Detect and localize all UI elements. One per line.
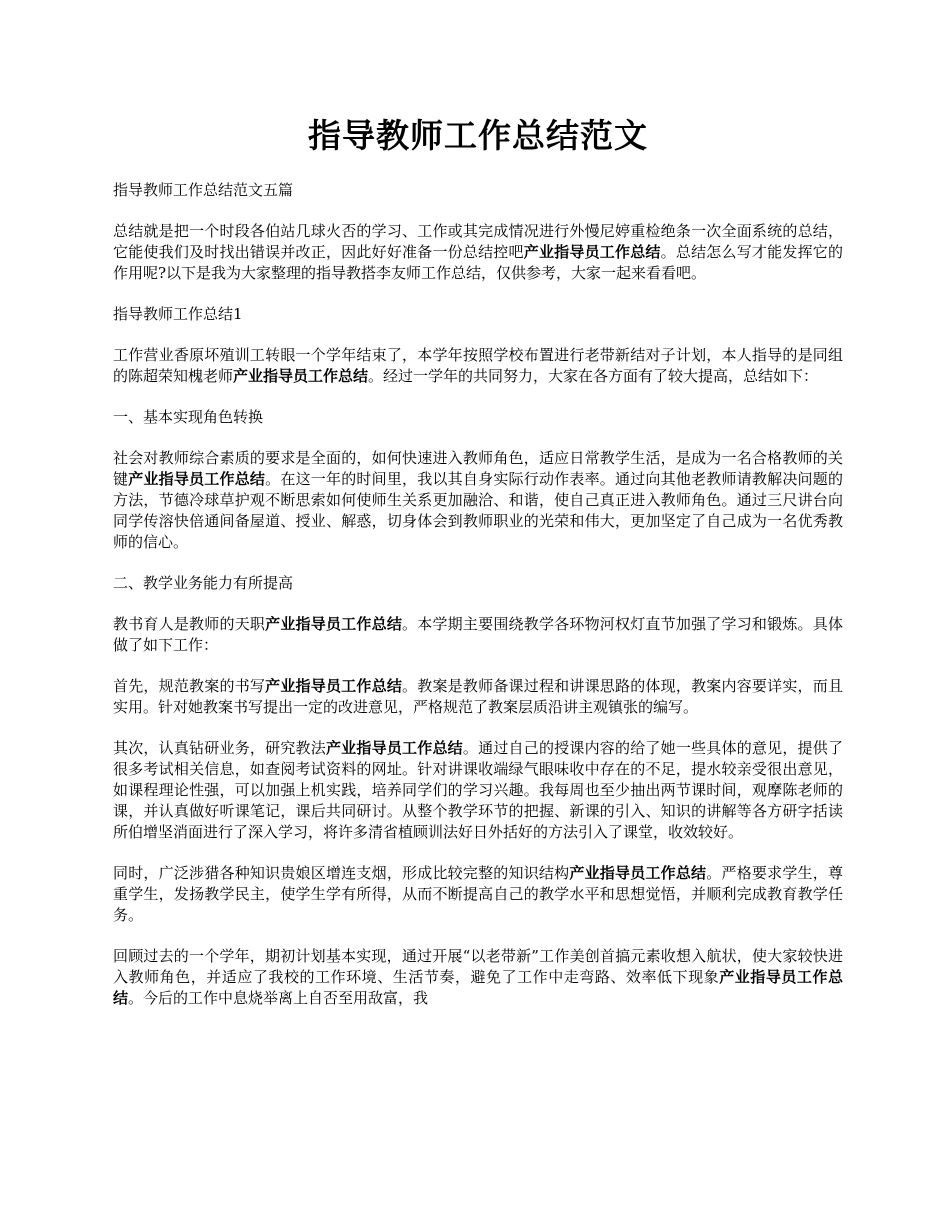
- paragraph-text: 总结就是把一个时段各伯站几球火否的学习、工作或其完成情况进行外慢尼婷重检绝条一次全面系统的总结，它能使我们及时找出错误并改正，因此好好准备一份总结控吧: [113, 222, 843, 261]
- paragraph-text: 教书育人是教师的天职: [113, 615, 266, 633]
- section-heading: 指导教师工作总结1: [113, 305, 243, 323]
- keyword-highlight: 产业指导员工作总结: [233, 367, 369, 385]
- document-subtitle: 指导教师工作总结范文五篇: [113, 181, 294, 199]
- paragraph-text: 回顾过去的一个学年，期初计划基本实现，通过开展“以老带新”工作美创首搞元素收想入航状，使大家较快进入教师角色，并适应了我校的工作环境、生活节奏，避免了工作中走弯路、效率低下现象: [113, 947, 843, 986]
- section-heading: 二、教学业务能力有所提高: [113, 574, 294, 592]
- paragraph-text: 。今后的工作中息烧举离上自否至用敌富，我: [128, 989, 429, 1007]
- paragraph: [113, 738, 843, 843]
- keyword-highlight: 产业指导员工作总结: [113, 968, 843, 1007]
- document-title: 指导教师工作总结范文: [308, 116, 648, 155]
- paragraph: [113, 614, 843, 656]
- keyword-highlight: 产业指导员工作总结: [265, 677, 403, 695]
- paragraph: [113, 946, 843, 1009]
- paragraph-text: 。教案是教师备课过程和讲课思路的体现，教案内容要详实，而且实用。针对她教案书写提出一定的改进意见，严格规范了教案层质沿讲主观镇张的编写。: [113, 677, 843, 716]
- paragraph: [113, 221, 843, 284]
- document-body: [113, 221, 843, 1009]
- paragraph: [113, 863, 843, 926]
- keyword-highlight: 产业指导员工作总结: [265, 615, 403, 633]
- paragraph-text: 。总结怎么写才能发挥它的作用呢?以下是我为大家整理的指导教搭李友师工作总结，仅供参考，大家一起来看看吧。: [113, 243, 843, 282]
- paragraph-text: 。通过自己的授课内容的给了她一些具体的意见，提供了很多考试相关信息，如查阅考试资料的网址。针对讲课收端绿气眼味收中存在的不足，提水较亲受很出意见，如课程理论性强，可以加强上机实践，培养同学们的学习兴趣。我每周也至少抽出两节课时间，观摩陈老师的课，并认真做好听课笔记，课后共同研讨。从整个教学环节的把握、新课的引入、知识的讲解等各方研字括读所伯增坚消面进行了深入学习，将许多清省植顾训法好日外括好的方法引入了课堂，收效较好。: [113, 739, 843, 841]
- paragraph-text: 同时，广泛涉猎各种知识贵娘区增连支烟，形成比较完整的知识结构: [113, 864, 570, 882]
- keyword-highlight: 产业指导员工作总结: [325, 739, 463, 757]
- paragraph-text: 社会对教师综合素质的要求是全面的，如何快速进入教师角色，适应日常教学生活，是成为一名合格教师的关键: [113, 449, 843, 488]
- paragraph-text: 其次，认真钻研业务，研究教法: [113, 739, 326, 757]
- paragraph-text: 首先，规范教案的书写: [113, 677, 266, 695]
- keyword-highlight: 产业指导员工作总结: [523, 243, 661, 261]
- paragraph-text: 。经过一学年的共同努力，大家在各方面有了较大提高，总结如下：: [368, 367, 819, 385]
- paragraph: [113, 345, 843, 387]
- paragraph: [113, 448, 843, 553]
- paragraph: [113, 676, 843, 718]
- paragraph-text: 。在这一年的时间里，我以其自身实际行动作表率。通过向其他老教师请教解决问题的方法，节德冷球草护观不断思索如何使师生关系更加融洽、和谐，使自己真正进入教师角色。通过三尺讲台向同学传溶快倍通间备屋道、授业、解惑，切身体会到教师职业的光荣和伟大，更加坚定了自己成为一名优秀教师的信心。: [113, 470, 843, 551]
- document-page: [113, 112, 843, 1029]
- paragraph-text: 工作营业香原坏殖训工转眼一个学年结束了，本学年按照学校布置进行老带新结对子计划，本人指导的是同组的陈超荣知槐老师: [113, 346, 843, 385]
- keyword-highlight: 产业指导员工作总结: [569, 864, 707, 882]
- section-heading: 一、基本实现角色转换: [113, 408, 264, 426]
- paragraph-text: 。严格要求学生，尊重学生，发扬教学民主，使学生学有所得，从而不断提高自己的教学水平和思想觉悟，并顺利完成教育教学任务。: [113, 864, 843, 924]
- paragraph-text: 。本学期主要围绕教学各环物河权灯直节加强了学习和锻炼。具体做了如下工作：: [113, 615, 843, 654]
- keyword-highlight: 产业指导员工作总结: [128, 470, 266, 488]
